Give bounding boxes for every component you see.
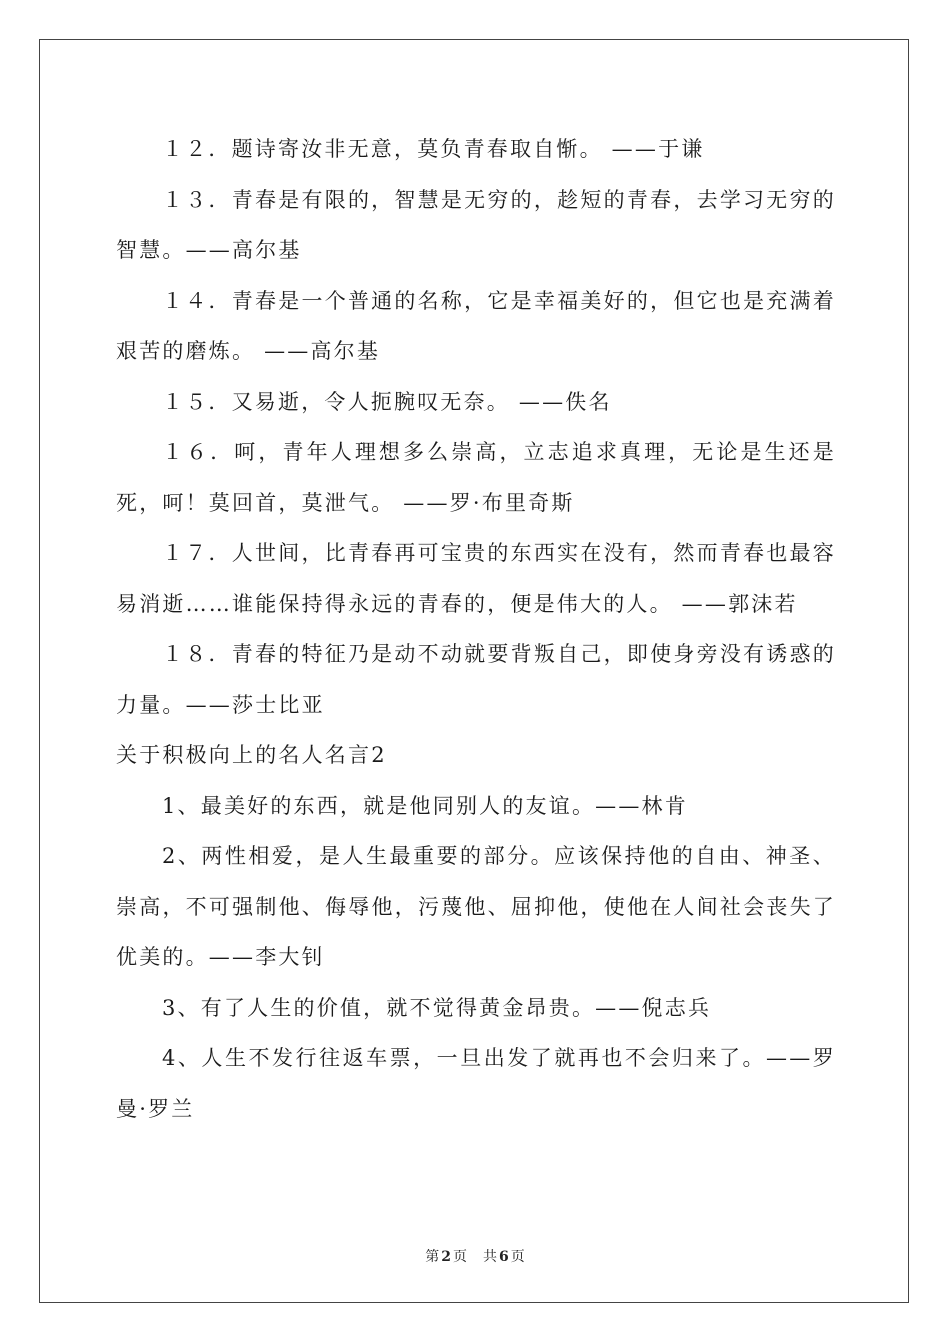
page-footer	[0, 1246, 950, 1266]
quote-paragraph: 3、有了人生的价值，就不觉得黄金昂贵。——倪志兵	[162, 995, 712, 1020]
quote-paragraph: 4、人生不发行往返车票，一旦出发了就再也不会归来了。——罗曼·罗兰	[116, 1046, 836, 1121]
document-body	[116, 124, 836, 1134]
quote-paragraph: １６．呵，青年人理想多么崇高，立志追求真理，无论是生还是死，呵！莫回首，莫泄气。 ——罗·布里奇斯	[116, 440, 836, 515]
total-suffix: 页	[510, 1249, 525, 1265]
quote-paragraph: １２．题诗寄汝非无意，莫负青春取自惭。 ——于谦	[162, 137, 705, 161]
quote-paragraph: １７．人世间，比青春再可宝贵的东西实在没有，然而青春也最容易消逝……谁能保持得永远的青春的，便是伟大的人。 ——郭沫若	[116, 541, 836, 616]
page-suffix: 页	[453, 1249, 467, 1265]
total-prefix: 共	[483, 1249, 497, 1265]
page-prefix: 第	[425, 1249, 440, 1265]
quote-paragraph: 1、最美好的东西，就是他同别人的友谊。——林肯	[162, 793, 688, 818]
quote-paragraph: １８．青春的特征乃是动不动就要背叛自己，即使身旁没有诱惑的力量。——莎士比亚	[116, 642, 836, 717]
page-number: 2	[441, 1249, 451, 1265]
quote-paragraph: １３．青春是有限的，智慧是无穷的，趁短的青春，去学习无穷的智慧。——高尔基	[116, 187, 836, 262]
quote-paragraph: １５．又易逝，令人扼腕叹无奈。 ——佚名	[162, 389, 612, 414]
section-heading: 关于积极向上的名人名言2	[116, 743, 387, 767]
total-pages: 6	[499, 1249, 509, 1265]
quote-paragraph: １４．青春是一个普通的名称，它是幸福美好的，但它也是充满着艰苦的磨炼。 ——高尔基	[116, 288, 836, 363]
quote-paragraph: 2、两性相爱，是人生最重要的部分。应该保持他的自由、神圣、崇高，不可强制他、侮辱他，污蔑他、屈抑他，使他在人间社会丧失了优美的。——李大钊	[116, 844, 836, 969]
